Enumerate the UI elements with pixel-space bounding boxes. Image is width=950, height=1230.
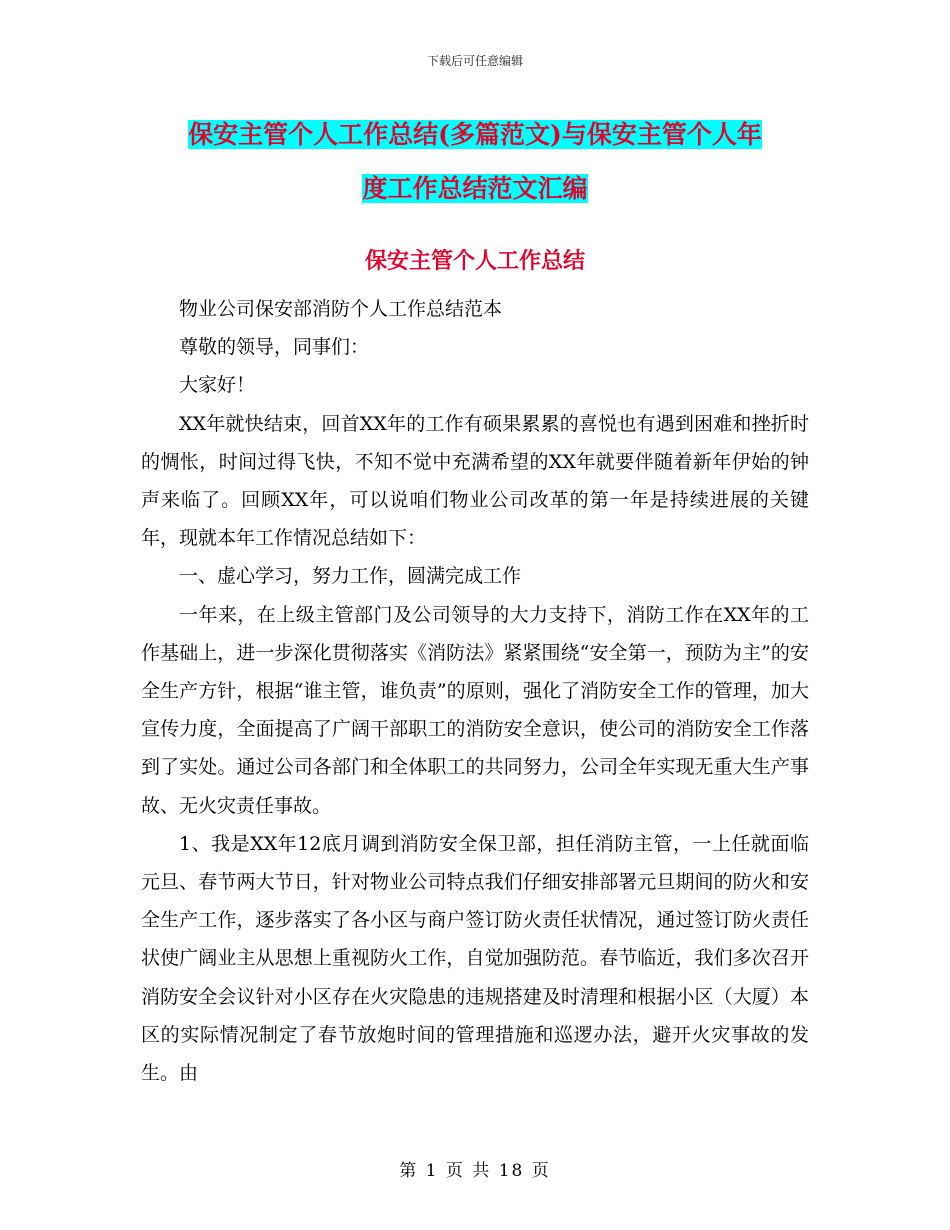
page-number: 第 1 页 共 18 页 [399,1161,551,1181]
page-header-note: 下载后可任意编辑 [426,54,523,68]
section-title: 保安主管个人工作总结 [364,248,585,274]
paragraph: 尊敬的领导，同事们： [179,336,370,359]
paragraph: 物业公司保安部消防个人工作总结范本 [179,298,503,320]
paragraph: XX年就快结束，回首XX年的工作有硕果累累的喜悦也有遇到困难和挫折时的惆怅，时间过得飞快，不知不觉中充满希望的XX年就要伴随着新年伊始的钟声来临了。回顾XX年，可以说咱们物业公司改革的第一年是持续进展的关键年，现就本年工作情况总结如下： [141,412,809,550]
paragraph: 大家好！ [179,374,256,397]
paragraph: 一、虚心学习，努力工作，圆满完成工作 [179,565,522,588]
title-line-1: 保安主管个人工作总结(多篇范文)与保安主管个人年 [188,120,762,149]
paragraph: 一年来，在上级主管部门及公司领导的大力支持下，消防工作在XX年的工作基础上，进一步深化贯彻落实《消防法》紧紧围绕“安全第一，预防为主”的安全生产方针，根据“谁主管，谁负责”的原则，强化了消防安全工作的管理，加大宣传力度，全面提高了广阔干部职工的消防安全意识，使公司的消防安全工作落到了实处。通过公司各部门和全体职工的共同努力，公司全年实现无重大生产事故、无火灾责任事故。 [141,603,809,817]
title-line-2: 度工作总结范文汇编 [362,174,588,203]
document-body [141,290,809,1092]
paragraph: 1、我是XX年12底月调到消防安全保卫部，担任消防主管，一上任就面临元旦、春节两大节日，针对物业公司特点我们仔细安排部署元旦期间的防火和安全生产工作，逐步落实了各小区与商户签订防火责任状情况，通过签订防火责任状使广阔业主从思想上重视防火工作，自觉加强防范。春节临近，我们多次召开消防安全会议针对小区存在火灾隐患的违规搭建及时清理和根据小区（大厦）本区的实际情况制定了春节放炮时间的管理措施和巡逻办法，避开火灾事故的发生。由 [141,832,809,1085]
document-title [140,108,810,216]
